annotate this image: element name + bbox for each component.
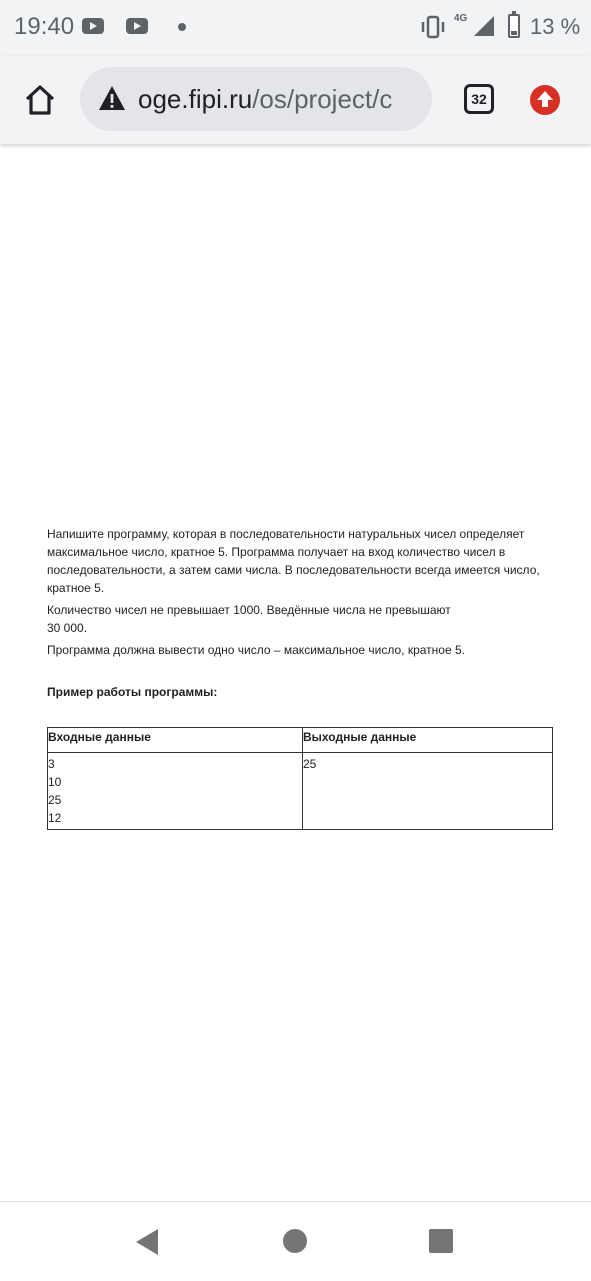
- youtube-icon: [126, 18, 148, 34]
- update-icon[interactable]: [530, 85, 560, 115]
- table-header-input: Входные данные: [48, 728, 303, 753]
- example-title: Пример работы программы:: [47, 685, 218, 699]
- notification-dot-icon: [178, 23, 186, 31]
- system-nav-bar: [0, 1201, 591, 1281]
- output-cell: [303, 753, 553, 830]
- task-paragraph: Программа должна вывести одно число – максимальное число, кратное 5.: [47, 643, 465, 657]
- url-path: /os/project/c: [252, 84, 393, 114]
- home-icon[interactable]: [22, 82, 58, 118]
- youtube-icon: [82, 18, 104, 34]
- tabs-button[interactable]: 32: [464, 84, 494, 114]
- battery-charging-icon: [508, 14, 520, 38]
- input-line: 3: [48, 757, 55, 771]
- input-line: 12: [48, 811, 62, 825]
- browser-toolbar: [0, 56, 591, 144]
- warning-icon[interactable]: [98, 85, 126, 111]
- input-cell: [48, 753, 303, 830]
- status-bar: [0, 0, 591, 56]
- home-circle-icon[interactable]: [283, 1229, 307, 1253]
- output-line: 25: [303, 757, 317, 771]
- table-row: [48, 753, 553, 830]
- address-bar[interactable]: [80, 67, 432, 131]
- task-text: [47, 525, 557, 705]
- task-paragraph: Количество чисел не превышает 1000. Введённые числа не превышают 30 000.: [47, 603, 451, 635]
- battery-percent: 13 %: [530, 14, 581, 39]
- back-icon[interactable]: [136, 1229, 158, 1255]
- status-time: 19:40: [14, 13, 75, 40]
- example-table: [47, 727, 553, 830]
- task-paragraph: Напишите программу, которая в последовательности натуральных чисел определяет максимальное число, кратное 5. Программа получает на вход количество чисел в последовательности, а затем сами числа. В последовательности всегда имеется число, кратное 5.: [47, 527, 540, 595]
- input-line: 25: [48, 793, 62, 807]
- vibrate-icon: [420, 14, 446, 40]
- network-type: 4G: [454, 13, 468, 24]
- url-domain: oge.fipi.ru: [138, 84, 253, 114]
- table-header-output: Выходные данные: [303, 728, 553, 753]
- url-text: [138, 84, 392, 115]
- input-line: 10: [48, 775, 62, 789]
- recent-apps-icon[interactable]: [429, 1229, 453, 1253]
- signal-icon: [474, 16, 494, 36]
